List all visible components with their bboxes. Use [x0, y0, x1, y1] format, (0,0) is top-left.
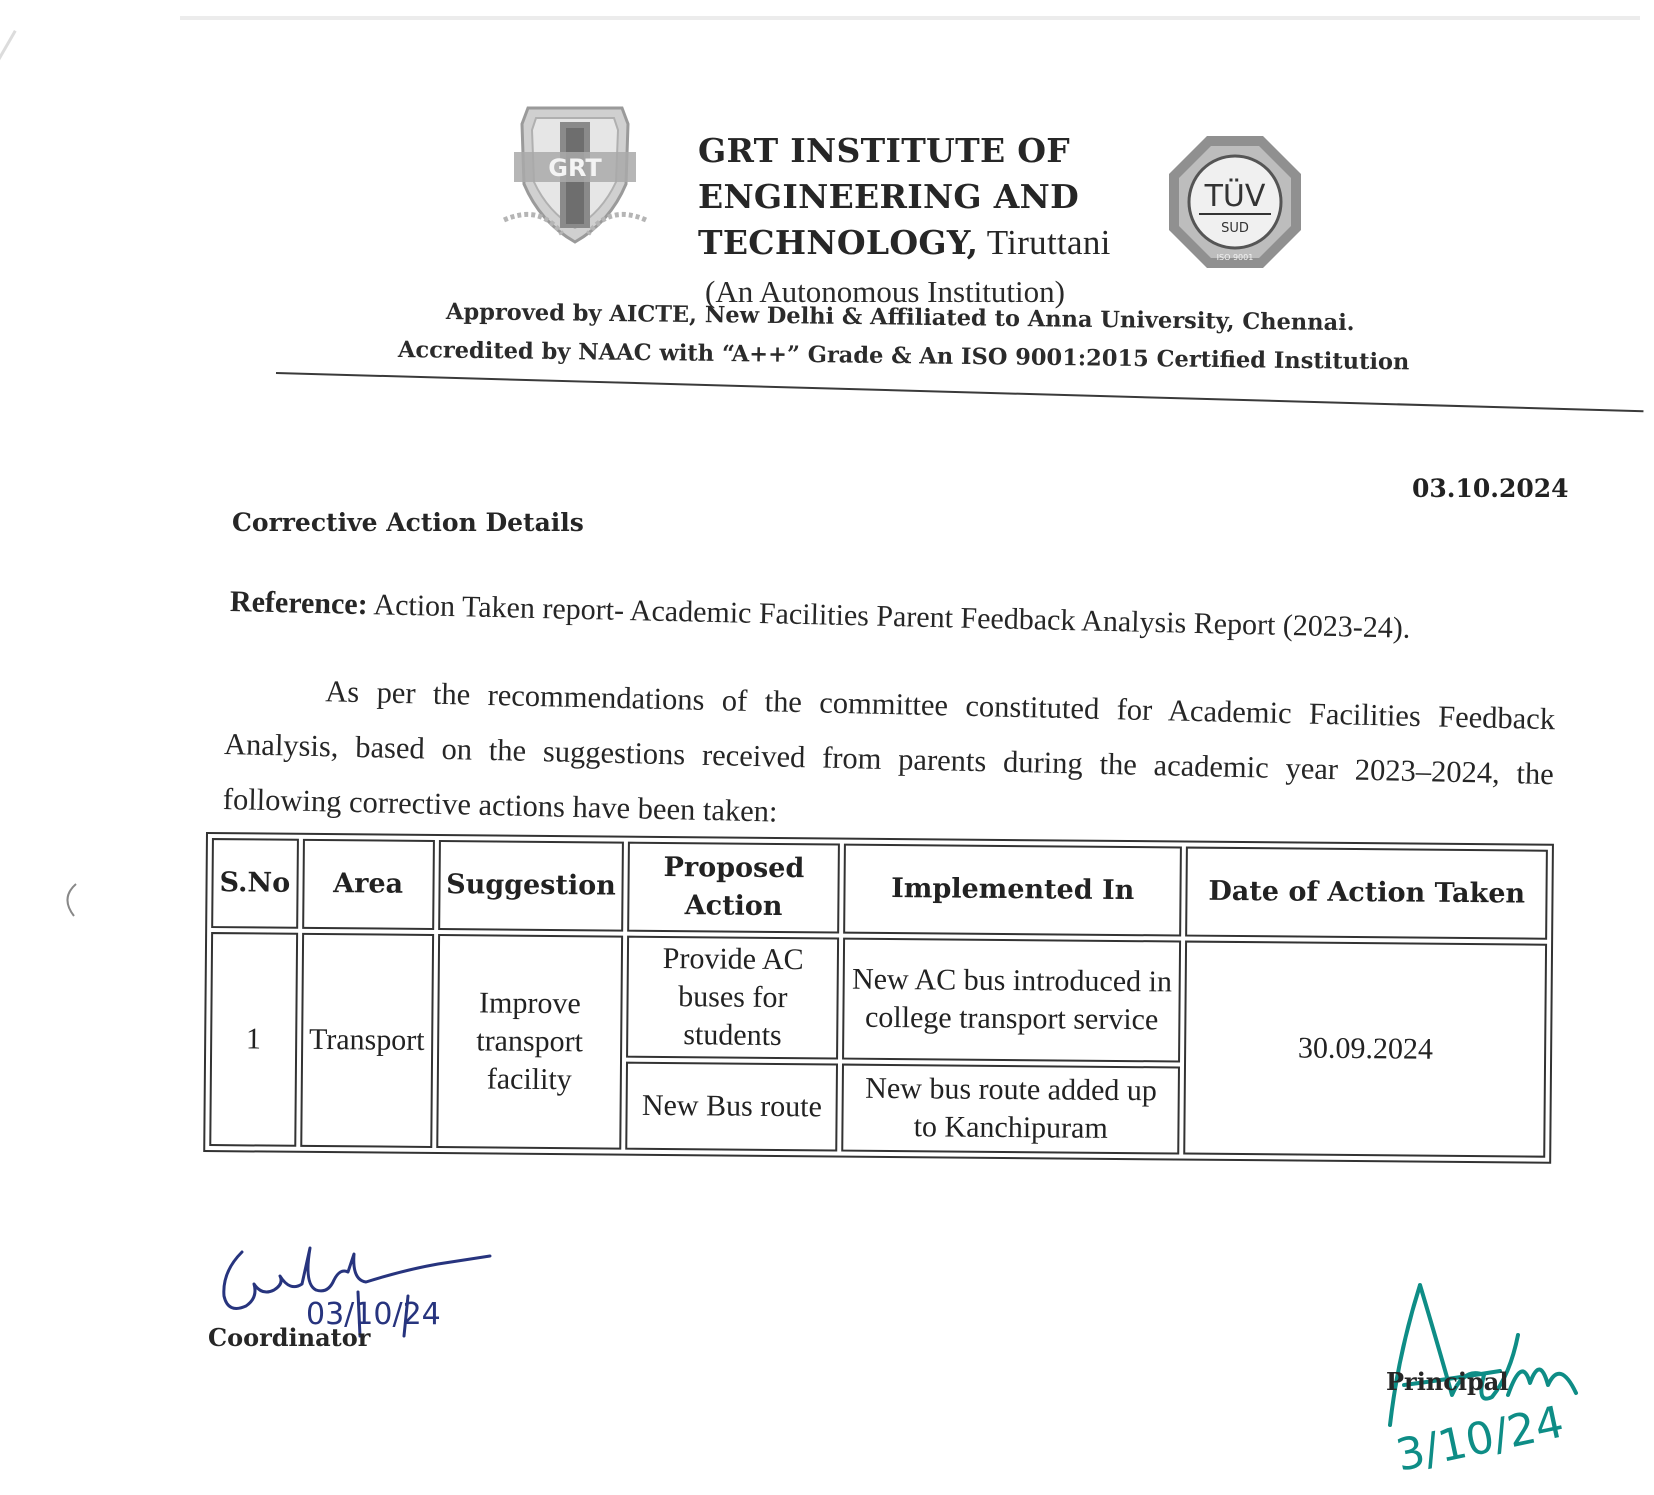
header-proposed-action: Proposed Action — [627, 842, 840, 934]
letterhead — [500, 100, 1400, 280]
cell-suggestion: Improve transport facility — [436, 934, 624, 1150]
tuv-sud-logo-icon — [1165, 132, 1305, 272]
body-paragraph: As per the recommendations of the committee constituted for Academic Facilities Feedback Analysis, based on the suggestions received from parents during the academic year 2023–2024, the following corrective actions have been taken: — [222, 674, 1556, 829]
principal-date: 3/10/24 — [1391, 1396, 1569, 1482]
cell-sno: 1 — [209, 932, 297, 1147]
scan-edge — [0, 30, 17, 239]
cell-proposed-action: New Bus route — [626, 1062, 839, 1152]
cell-proposed-action: Provide AC buses for students — [626, 936, 839, 1060]
cell-implemented-in: New bus route added up to Kanchipuram — [842, 1064, 1181, 1155]
corrective-action-table — [203, 832, 1554, 1164]
institution-line-2: ENGINEERING AND — [698, 177, 1079, 216]
header-divider — [276, 372, 1644, 412]
logo-text: GRT — [548, 154, 602, 182]
reference-label: Reference: — [229, 585, 369, 622]
header-implemented-in: Implemented In — [843, 844, 1182, 937]
institution-line-3: TECHNOLOGY, — [698, 223, 979, 262]
reference-line — [230, 585, 1411, 646]
institution-place: Tiruttani — [978, 223, 1111, 262]
approval-line: Approved by AICTE, New Delhi & Affiliated to Anna University, Chennai. — [445, 299, 1355, 337]
header-sno: S.No — [211, 838, 298, 929]
coordinator-date: 03/10/24 — [306, 1297, 441, 1332]
reference-text: Action Taken report- Academic Facilities Parent Feedback Analysis Report (2023-24). — [367, 588, 1411, 645]
table-row — [210, 932, 1547, 1066]
institution-line-1: GRT INSTITUTE OF — [698, 131, 1071, 170]
tuv-sub-text: SUD — [1221, 221, 1249, 236]
document-heading: Corrective Action Details — [232, 508, 584, 537]
cell-area: Transport — [300, 933, 434, 1148]
cell-implemented-in: New AC bus introduced in college transport service — [842, 938, 1181, 1063]
tuv-iso-text: ISO 9001 — [1216, 253, 1254, 262]
tuv-text: TÜV — [1204, 179, 1266, 214]
corrective-action-table-wrapper — [203, 832, 1554, 1164]
principal-label: Principal — [1386, 1367, 1509, 1396]
document-date: 03.10.2024 — [1412, 474, 1569, 503]
autonomous-note: (An Autonomous Institution) — [705, 274, 1065, 309]
scan-mark — [58, 880, 80, 920]
accreditation-line: Accredited by NAAC with “A++” Grade & An ISO 9001:2015 Certified Institution — [397, 337, 1410, 376]
cell-date-of-action: 30.09.2024 — [1183, 941, 1547, 1158]
header-suggestion: Suggestion — [438, 840, 624, 932]
institution-name — [698, 128, 1111, 266]
header-area: Area — [302, 839, 435, 930]
coordinator-label: Coordinator — [208, 1323, 371, 1352]
header-date-of-action: Date of Action Taken — [1185, 847, 1548, 940]
scan-edge — [180, 16, 1640, 20]
table-header-row — [211, 838, 1548, 940]
grt-logo-icon — [500, 102, 650, 252]
